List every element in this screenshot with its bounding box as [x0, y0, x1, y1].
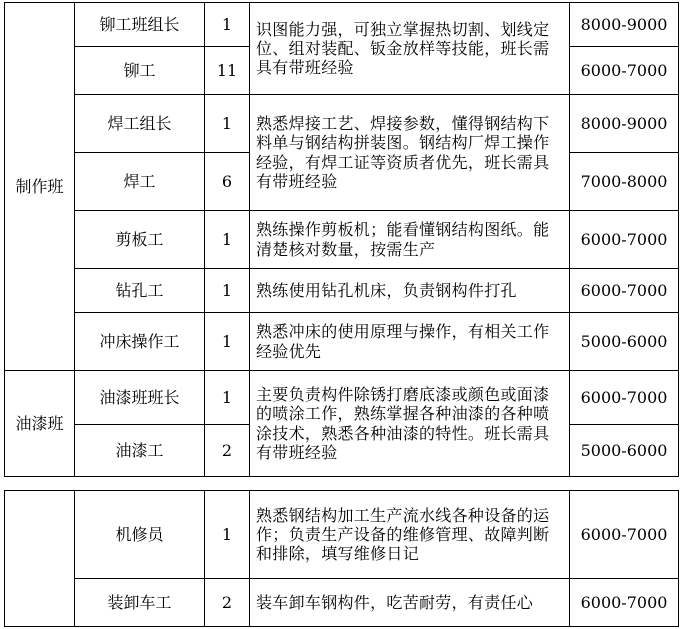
headcount: 1	[205, 95, 250, 153]
salary-range: 8000-9000	[570, 3, 679, 47]
position-name: 焊工	[75, 153, 205, 211]
position-name: 机修员	[75, 491, 205, 579]
table-row	[5, 579, 679, 627]
headcount: 1	[205, 269, 250, 313]
recruitment-table-main	[4, 2, 679, 477]
position-name: 钻孔工	[75, 269, 205, 313]
table-row	[5, 313, 679, 371]
department-name: 制作班	[5, 3, 75, 371]
salary-range: 6000-7000	[570, 579, 679, 627]
recruitment-table-maintenance	[4, 490, 679, 627]
job-description: 装车卸车钢构件，吃苦耐劳，有责任心	[250, 579, 570, 627]
headcount: 1	[205, 3, 250, 47]
table-row	[5, 269, 679, 313]
job-description: 熟悉钢结构加工生产流水线各种设备的运作；负责生产设备的维修管理、故障判断和排除，填写维修日记	[250, 491, 570, 579]
position-name: 冲床操作工	[75, 313, 205, 371]
headcount: 6	[205, 153, 250, 211]
table-row	[5, 95, 679, 153]
position-name: 铆工班组长	[75, 3, 205, 47]
table-row	[5, 211, 679, 269]
job-description: 识图能力强，可独立掌握热切割、划线定位、组对装配、钣金放样等技能，班长需具有带班经验	[250, 3, 570, 95]
table-row	[5, 491, 679, 579]
salary-range: 5000-6000	[570, 425, 679, 477]
salary-range: 5000-6000	[570, 313, 679, 371]
headcount: 1	[205, 491, 250, 579]
position-name: 油漆班班长	[75, 371, 205, 425]
headcount: 11	[205, 47, 250, 95]
salary-range: 8000-9000	[570, 95, 679, 153]
position-name: 铆工	[75, 47, 205, 95]
salary-range: 6000-7000	[570, 371, 679, 425]
headcount: 2	[205, 425, 250, 477]
job-description: 熟练操作剪板机；能看懂钢结构图纸。能清楚核对数量，按需生产	[250, 211, 570, 269]
salary-range: 6000-7000	[570, 491, 679, 579]
salary-range: 7000-8000	[570, 153, 679, 211]
position-name: 剪板工	[75, 211, 205, 269]
job-description: 熟练使用钻孔机床，负责钢构件打孔	[250, 269, 570, 313]
table-row	[5, 3, 679, 47]
job-description: 熟悉冲床的使用原理与操作，有相关工作经验优先	[250, 313, 570, 371]
salary-range: 6000-7000	[570, 269, 679, 313]
headcount: 1	[205, 211, 250, 269]
position-name: 装卸车工	[75, 579, 205, 627]
salary-range: 6000-7000	[570, 211, 679, 269]
salary-range: 6000-7000	[570, 47, 679, 95]
headcount: 2	[205, 579, 250, 627]
department-name-empty	[5, 491, 75, 627]
headcount: 1	[205, 371, 250, 425]
table-row	[5, 371, 679, 425]
position-name: 油漆工	[75, 425, 205, 477]
position-name: 焊工组长	[75, 95, 205, 153]
headcount: 1	[205, 313, 250, 371]
job-description: 熟悉焊接工艺、焊接参数，懂得钢结构下料单与钢结构拼装图。钢结构厂焊工操作经验，有焊工证等资质者优先，班长需具有带班经验	[250, 95, 570, 211]
job-description: 主要负责构件除锈打磨底漆或颜色或面漆的喷涂工作，熟练掌握各种油漆的各种喷涂技术，熟悉各种油漆的特性。班长需具有带班经验	[250, 371, 570, 477]
department-name: 油漆班	[5, 371, 75, 477]
